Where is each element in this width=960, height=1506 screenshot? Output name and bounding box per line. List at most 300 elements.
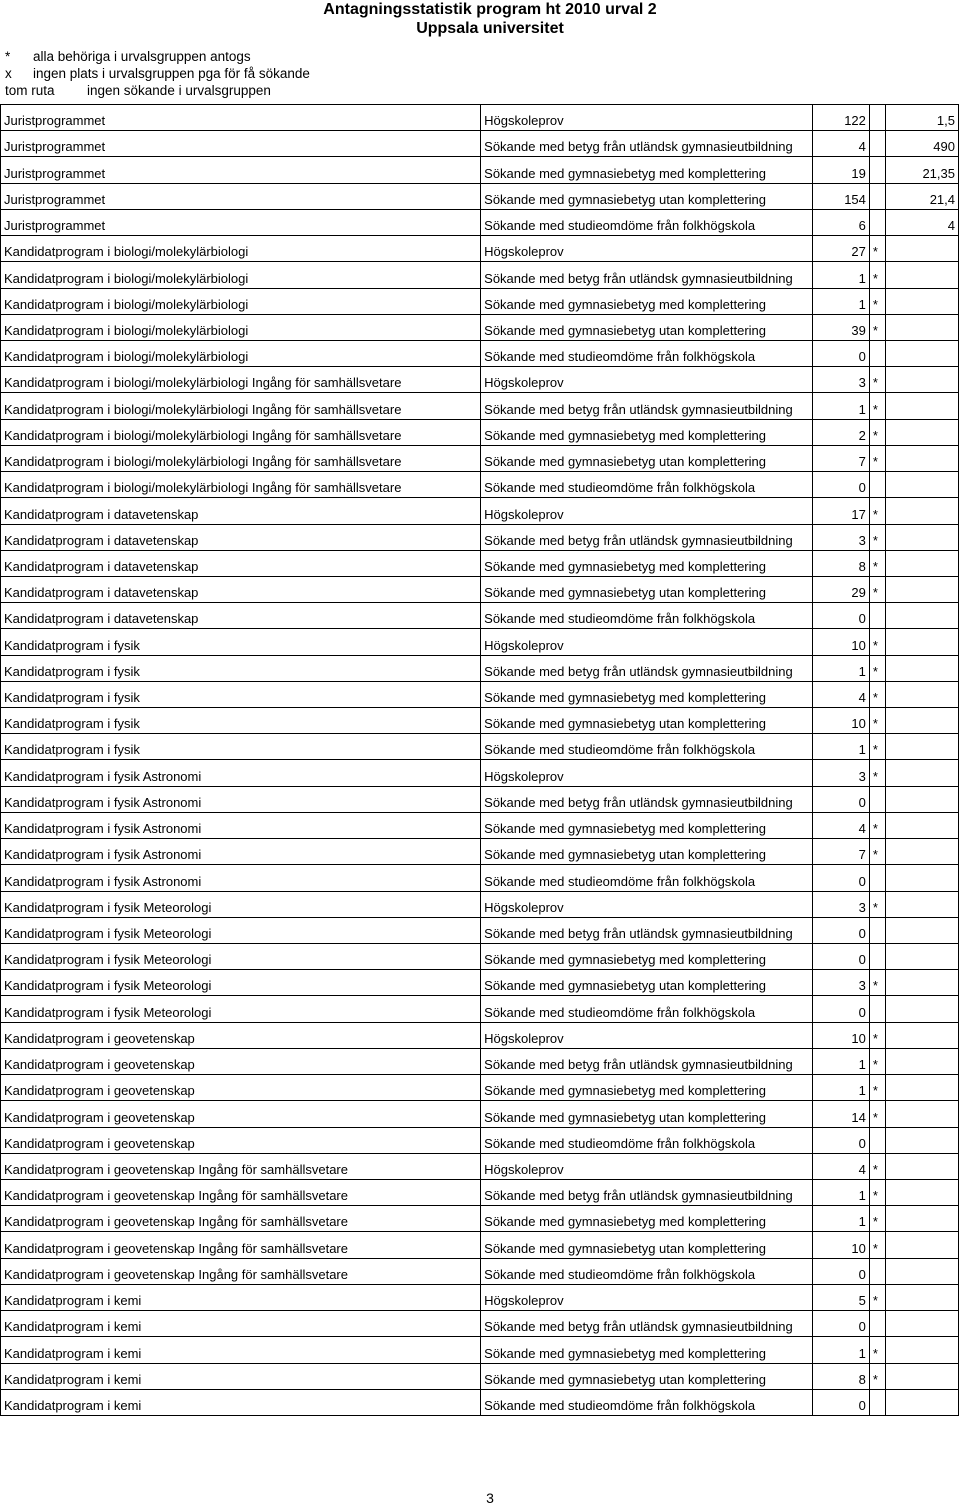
mark-cell: * — [869, 891, 885, 917]
mark-cell — [869, 944, 885, 970]
table-row — [1, 472, 959, 498]
value-cell: 8 — [813, 550, 870, 576]
value-cell: 0 — [813, 340, 870, 366]
value-cell: 1 — [813, 1337, 870, 1363]
score-cell — [885, 839, 958, 865]
group-cell: Sökande med studieomdöme från folkhögskola — [481, 603, 813, 629]
value-cell: 0 — [813, 1311, 870, 1337]
group-cell: Sökande med gymnasiebetyg utan komplettering — [481, 970, 813, 996]
table-row — [1, 917, 959, 943]
table-row — [1, 340, 959, 366]
table-row — [1, 996, 959, 1022]
mark-cell — [869, 340, 885, 366]
table-row — [1, 1048, 959, 1074]
mark-cell — [869, 131, 885, 157]
score-cell — [885, 1075, 958, 1101]
value-cell: 0 — [813, 996, 870, 1022]
score-cell: 4 — [885, 209, 958, 235]
mark-cell: * — [869, 498, 885, 524]
score-cell — [885, 1389, 958, 1415]
group-cell: Sökande med gymnasiebetyg med komplettering — [481, 1337, 813, 1363]
table-row — [1, 1127, 959, 1153]
program-cell: Kandidatprogram i geovetenskap Ingång för samhällsvetare — [1, 1179, 481, 1205]
score-cell — [885, 288, 958, 314]
program-cell: Kandidatprogram i kemi — [1, 1363, 481, 1389]
table-row — [1, 1153, 959, 1179]
score-cell — [885, 944, 958, 970]
table-row — [1, 1022, 959, 1048]
value-cell: 7 — [813, 445, 870, 471]
group-cell: Sökande med studieomdöme från folkhögskola — [481, 865, 813, 891]
value-cell: 39 — [813, 314, 870, 340]
mark-cell: * — [869, 734, 885, 760]
group-cell: Sökande med gymnasiebetyg med komplettering — [481, 681, 813, 707]
legend-text: ingen plats i urvalsgruppen pga för få sökande — [33, 66, 310, 81]
table-row — [1, 1075, 959, 1101]
group-cell: Sökande med betyg från utländsk gymnasieutbildning — [481, 1179, 813, 1205]
score-cell — [885, 917, 958, 943]
value-cell: 1 — [813, 393, 870, 419]
value-cell: 1 — [813, 1179, 870, 1205]
group-cell: Sökande med gymnasiebetyg utan komplettering — [481, 708, 813, 734]
table-body — [1, 105, 959, 1416]
program-cell: Kandidatprogram i biologi/molekylärbiologi Ingång för samhällsvetare — [1, 419, 481, 445]
mark-cell: * — [869, 1075, 885, 1101]
mark-cell: * — [869, 629, 885, 655]
program-cell: Kandidatprogram i kemi — [1, 1284, 481, 1310]
table-row — [1, 708, 959, 734]
value-cell: 1 — [813, 734, 870, 760]
score-cell: 490 — [885, 131, 958, 157]
table-row — [1, 970, 959, 996]
table-row — [1, 786, 959, 812]
score-cell — [885, 367, 958, 393]
score-cell — [885, 393, 958, 419]
value-cell: 8 — [813, 1363, 870, 1389]
value-cell: 122 — [813, 105, 870, 131]
table-row — [1, 131, 959, 157]
score-cell: 1,5 — [885, 105, 958, 131]
group-cell: Sökande med betyg från utländsk gymnasieutbildning — [481, 262, 813, 288]
mark-cell: * — [869, 970, 885, 996]
table-row — [1, 183, 959, 209]
group-cell: Sökande med studieomdöme från folkhögskola — [481, 1389, 813, 1415]
value-cell: 0 — [813, 1258, 870, 1284]
value-cell: 1 — [813, 655, 870, 681]
legend-item — [5, 65, 310, 82]
group-cell: Högskoleprov — [481, 1284, 813, 1310]
table-row — [1, 1258, 959, 1284]
value-cell: 10 — [813, 708, 870, 734]
program-cell: Kandidatprogram i biologi/molekylärbiologi Ingång för samhällsvetare — [1, 367, 481, 393]
group-cell: Högskoleprov — [481, 236, 813, 262]
group-cell: Sökande med gymnasiebetyg med komplettering — [481, 1206, 813, 1232]
program-cell: Kandidatprogram i biologi/molekylärbiologi — [1, 314, 481, 340]
legend-text: alla behöriga i urvalsgruppen antogs — [33, 49, 251, 64]
score-cell — [885, 472, 958, 498]
mark-cell — [869, 105, 885, 131]
program-cell: Kandidatprogram i geovetenskap Ingång för samhällsvetare — [1, 1206, 481, 1232]
mark-cell: * — [869, 681, 885, 707]
program-cell: Kandidatprogram i geovetenskap — [1, 1075, 481, 1101]
score-cell — [885, 1101, 958, 1127]
value-cell: 2 — [813, 419, 870, 445]
mark-cell: * — [869, 1022, 885, 1048]
group-cell: Sökande med gymnasiebetyg utan komplettering — [481, 576, 813, 602]
program-cell: Kandidatprogram i datavetenskap — [1, 603, 481, 629]
mark-cell: * — [869, 708, 885, 734]
admission-table — [0, 104, 959, 1416]
table-row — [1, 419, 959, 445]
program-cell: Kandidatprogram i geovetenskap Ingång för samhällsvetare — [1, 1232, 481, 1258]
value-cell: 0 — [813, 865, 870, 891]
program-cell: Kandidatprogram i geovetenskap — [1, 1127, 481, 1153]
program-cell: Kandidatprogram i datavetenskap — [1, 576, 481, 602]
mark-cell: * — [869, 576, 885, 602]
mark-cell: * — [869, 1101, 885, 1127]
group-cell: Sökande med betyg från utländsk gymnasieutbildning — [481, 917, 813, 943]
table-row — [1, 393, 959, 419]
value-cell: 4 — [813, 1153, 870, 1179]
mark-cell: * — [869, 1284, 885, 1310]
score-cell — [885, 1179, 958, 1205]
score-cell — [885, 1153, 958, 1179]
program-cell: Kandidatprogram i fysik Meteorologi — [1, 970, 481, 996]
mark-cell: * — [869, 1153, 885, 1179]
value-cell: 1 — [813, 288, 870, 314]
group-cell: Sökande med gymnasiebetyg med komplettering — [481, 1075, 813, 1101]
table-row — [1, 1179, 959, 1205]
program-cell: Kandidatprogram i fysik — [1, 629, 481, 655]
value-cell: 4 — [813, 681, 870, 707]
mark-cell — [869, 996, 885, 1022]
table-row — [1, 236, 959, 262]
group-cell: Sökande med gymnasiebetyg med komplettering — [481, 288, 813, 314]
group-cell: Sökande med studieomdöme från folkhögskola — [481, 340, 813, 366]
group-cell: Sökande med betyg från utländsk gymnasieutbildning — [481, 524, 813, 550]
group-cell: Högskoleprov — [481, 1153, 813, 1179]
group-cell: Sökande med betyg från utländsk gymnasieutbildning — [481, 786, 813, 812]
group-cell: Sökande med gymnasiebetyg med komplettering — [481, 550, 813, 576]
mark-cell: * — [869, 550, 885, 576]
mark-cell — [869, 865, 885, 891]
score-cell — [885, 1048, 958, 1074]
legend-symbol: * — [5, 49, 11, 64]
mark-cell: * — [869, 1048, 885, 1074]
mark-cell: * — [869, 393, 885, 419]
value-cell: 7 — [813, 839, 870, 865]
value-cell: 3 — [813, 524, 870, 550]
table-row — [1, 524, 959, 550]
table-row — [1, 1206, 959, 1232]
score-cell — [885, 629, 958, 655]
value-cell: 10 — [813, 1022, 870, 1048]
program-cell: Kandidatprogram i fysik Meteorologi — [1, 917, 481, 943]
program-cell: Juristprogrammet — [1, 105, 481, 131]
group-cell: Sökande med studieomdöme från folkhögskola — [481, 734, 813, 760]
value-cell: 6 — [813, 209, 870, 235]
table-row — [1, 367, 959, 393]
table-row — [1, 760, 959, 786]
table-row — [1, 1311, 959, 1337]
group-cell: Sökande med gymnasiebetyg med komplettering — [481, 157, 813, 183]
group-cell: Högskoleprov — [481, 105, 813, 131]
program-cell: Kandidatprogram i geovetenskap — [1, 1022, 481, 1048]
score-cell — [885, 1284, 958, 1310]
mark-cell: * — [869, 812, 885, 838]
mark-cell — [869, 157, 885, 183]
score-cell — [885, 812, 958, 838]
table-row — [1, 839, 959, 865]
table-row — [1, 1389, 959, 1415]
program-cell: Kandidatprogram i geovetenskap Ingång för samhällsvetare — [1, 1153, 481, 1179]
program-cell: Kandidatprogram i datavetenskap — [1, 524, 481, 550]
table-row — [1, 891, 959, 917]
group-cell: Sökande med studieomdöme från folkhögskola — [481, 1127, 813, 1153]
mark-cell: * — [869, 367, 885, 393]
program-cell: Kandidatprogram i fysik Meteorologi — [1, 944, 481, 970]
table-row — [1, 209, 959, 235]
group-cell: Sökande med studieomdöme från folkhögskola — [481, 1258, 813, 1284]
mark-cell: * — [869, 262, 885, 288]
group-cell: Sökande med gymnasiebetyg utan komplettering — [481, 314, 813, 340]
program-cell: Kandidatprogram i geovetenskap Ingång för samhällsvetare — [1, 1258, 481, 1284]
score-cell — [885, 970, 958, 996]
score-cell — [885, 498, 958, 524]
table-row — [1, 944, 959, 970]
score-cell — [885, 708, 958, 734]
table-row — [1, 314, 959, 340]
group-cell: Sökande med studieomdöme från folkhögskola — [481, 472, 813, 498]
table-row — [1, 498, 959, 524]
group-cell: Högskoleprov — [481, 367, 813, 393]
group-cell: Sökande med gymnasiebetyg utan komplettering — [481, 1232, 813, 1258]
value-cell: 1 — [813, 262, 870, 288]
value-cell: 1 — [813, 1206, 870, 1232]
score-cell — [885, 734, 958, 760]
value-cell: 3 — [813, 367, 870, 393]
group-cell: Sökande med studieomdöme från folkhögskola — [481, 996, 813, 1022]
program-cell: Kandidatprogram i datavetenskap — [1, 550, 481, 576]
page-subtitle: Uppsala universitet — [416, 20, 564, 37]
group-cell: Högskoleprov — [481, 891, 813, 917]
value-cell: 3 — [813, 970, 870, 996]
group-cell: Högskoleprov — [481, 498, 813, 524]
table-row — [1, 1232, 959, 1258]
program-cell: Kandidatprogram i kemi — [1, 1337, 481, 1363]
score-cell — [885, 340, 958, 366]
score-cell — [885, 786, 958, 812]
program-cell: Juristprogrammet — [1, 209, 481, 235]
table-row — [1, 655, 959, 681]
score-cell — [885, 891, 958, 917]
legend-text: ingen sökande i urvalsgruppen — [87, 83, 271, 98]
program-cell: Kandidatprogram i fysik Meteorologi — [1, 996, 481, 1022]
program-cell: Juristprogrammet — [1, 131, 481, 157]
program-cell: Kandidatprogram i fysik Astronomi — [1, 865, 481, 891]
mark-cell: * — [869, 236, 885, 262]
value-cell: 0 — [813, 944, 870, 970]
group-cell: Sökande med betyg från utländsk gymnasieutbildning — [481, 393, 813, 419]
value-cell: 29 — [813, 576, 870, 602]
program-cell: Kandidatprogram i geovetenskap — [1, 1101, 481, 1127]
mark-cell: * — [869, 1206, 885, 1232]
score-cell — [885, 760, 958, 786]
group-cell: Högskoleprov — [481, 629, 813, 655]
score-cell — [885, 576, 958, 602]
value-cell: 3 — [813, 891, 870, 917]
group-cell: Sökande med gymnasiebetyg utan komplettering — [481, 1363, 813, 1389]
program-cell: Kandidatprogram i geovetenskap — [1, 1048, 481, 1074]
value-cell: 5 — [813, 1284, 870, 1310]
value-cell: 17 — [813, 498, 870, 524]
value-cell: 154 — [813, 183, 870, 209]
mark-cell: * — [869, 1363, 885, 1389]
program-cell: Kandidatprogram i fysik — [1, 655, 481, 681]
group-cell: Sökande med gymnasiebetyg utan komplettering — [481, 1101, 813, 1127]
table-row — [1, 1337, 959, 1363]
score-cell — [885, 445, 958, 471]
group-cell: Sökande med gymnasiebetyg utan komplettering — [481, 839, 813, 865]
table-row — [1, 157, 959, 183]
table-row — [1, 576, 959, 602]
program-cell: Kandidatprogram i kemi — [1, 1389, 481, 1415]
value-cell: 19 — [813, 157, 870, 183]
table-row — [1, 734, 959, 760]
mark-cell — [869, 472, 885, 498]
score-cell — [885, 1258, 958, 1284]
group-cell: Högskoleprov — [481, 760, 813, 786]
table-row — [1, 105, 959, 131]
program-cell: Juristprogrammet — [1, 183, 481, 209]
value-cell: 0 — [813, 917, 870, 943]
value-cell: 4 — [813, 812, 870, 838]
group-cell: Högskoleprov — [481, 1022, 813, 1048]
program-cell: Kandidatprogram i biologi/molekylärbiologi Ingång för samhällsvetare — [1, 445, 481, 471]
score-cell — [885, 603, 958, 629]
score-cell — [885, 655, 958, 681]
score-cell — [885, 262, 958, 288]
table-row — [1, 865, 959, 891]
mark-cell — [869, 603, 885, 629]
program-cell: Kandidatprogram i fysik Astronomi — [1, 760, 481, 786]
value-cell: 10 — [813, 1232, 870, 1258]
table-row — [1, 262, 959, 288]
table-row — [1, 1363, 959, 1389]
table-row — [1, 603, 959, 629]
mark-cell: * — [869, 524, 885, 550]
group-cell: Sökande med studieomdöme från folkhögskola — [481, 209, 813, 235]
score-cell — [885, 1337, 958, 1363]
group-cell: Sökande med betyg från utländsk gymnasieutbildning — [481, 1048, 813, 1074]
table-row — [1, 288, 959, 314]
group-cell: Sökande med betyg från utländsk gymnasieutbildning — [481, 131, 813, 157]
program-cell: Kandidatprogram i datavetenskap — [1, 498, 481, 524]
group-cell: Sökande med gymnasiebetyg med komplettering — [481, 812, 813, 838]
score-cell — [885, 524, 958, 550]
score-cell — [885, 314, 958, 340]
score-cell — [885, 1022, 958, 1048]
program-cell: Kandidatprogram i biologi/molekylärbiologi — [1, 262, 481, 288]
legend-symbol: tom ruta — [5, 83, 55, 98]
mark-cell: * — [869, 1179, 885, 1205]
legend-symbol: x — [5, 66, 12, 81]
value-cell: 0 — [813, 786, 870, 812]
score-cell — [885, 419, 958, 445]
mark-cell — [869, 1258, 885, 1284]
table-row — [1, 445, 959, 471]
program-cell: Kandidatprogram i fysik — [1, 734, 481, 760]
score-cell — [885, 1206, 958, 1232]
score-cell — [885, 1363, 958, 1389]
table-row — [1, 550, 959, 576]
value-cell: 10 — [813, 629, 870, 655]
value-cell: 3 — [813, 760, 870, 786]
mark-cell — [869, 183, 885, 209]
mark-cell: * — [869, 288, 885, 314]
score-cell: 21,4 — [885, 183, 958, 209]
mark-cell — [869, 209, 885, 235]
score-cell — [885, 1311, 958, 1337]
program-cell: Kandidatprogram i biologi/molekylärbiologi — [1, 236, 481, 262]
program-cell: Kandidatprogram i kemi — [1, 1311, 481, 1337]
mark-cell: * — [869, 839, 885, 865]
mark-cell: * — [869, 760, 885, 786]
mark-cell — [869, 1311, 885, 1337]
value-cell: 4 — [813, 131, 870, 157]
score-cell: 21,35 — [885, 157, 958, 183]
group-cell: Sökande med gymnasiebetyg utan komplettering — [481, 183, 813, 209]
mark-cell — [869, 786, 885, 812]
value-cell: 0 — [813, 472, 870, 498]
program-cell: Kandidatprogram i fysik — [1, 708, 481, 734]
mark-cell: * — [869, 419, 885, 445]
mark-cell — [869, 1389, 885, 1415]
table-row — [1, 812, 959, 838]
program-cell: Juristprogrammet — [1, 157, 481, 183]
legend — [5, 48, 310, 99]
mark-cell: * — [869, 1337, 885, 1363]
program-cell: Kandidatprogram i fysik Astronomi — [1, 839, 481, 865]
value-cell: 1 — [813, 1075, 870, 1101]
score-cell — [885, 996, 958, 1022]
value-cell: 14 — [813, 1101, 870, 1127]
mark-cell — [869, 917, 885, 943]
score-cell — [885, 550, 958, 576]
value-cell: 27 — [813, 236, 870, 262]
value-cell: 0 — [813, 1127, 870, 1153]
table-row — [1, 1101, 959, 1127]
page-number: 3 — [486, 1490, 494, 1506]
legend-item — [5, 48, 310, 65]
group-cell: Sökande med gymnasiebetyg med komplettering — [481, 419, 813, 445]
program-cell: Kandidatprogram i fysik Astronomi — [1, 786, 481, 812]
value-cell: 1 — [813, 1048, 870, 1074]
mark-cell: * — [869, 445, 885, 471]
program-cell: Kandidatprogram i biologi/molekylärbiologi Ingång för samhällsvetare — [1, 393, 481, 419]
score-cell — [885, 681, 958, 707]
score-cell — [885, 1232, 958, 1258]
group-cell: Sökande med gymnasiebetyg med komplettering — [481, 944, 813, 970]
value-cell: 0 — [813, 603, 870, 629]
page-title: Antagningsstatistik program ht 2010 urval 2 — [323, 1, 657, 18]
program-cell: Kandidatprogram i biologi/molekylärbiologi — [1, 340, 481, 366]
score-cell — [885, 865, 958, 891]
mark-cell — [869, 1127, 885, 1153]
mark-cell: * — [869, 655, 885, 681]
value-cell: 0 — [813, 1389, 870, 1415]
mark-cell: * — [869, 1232, 885, 1258]
